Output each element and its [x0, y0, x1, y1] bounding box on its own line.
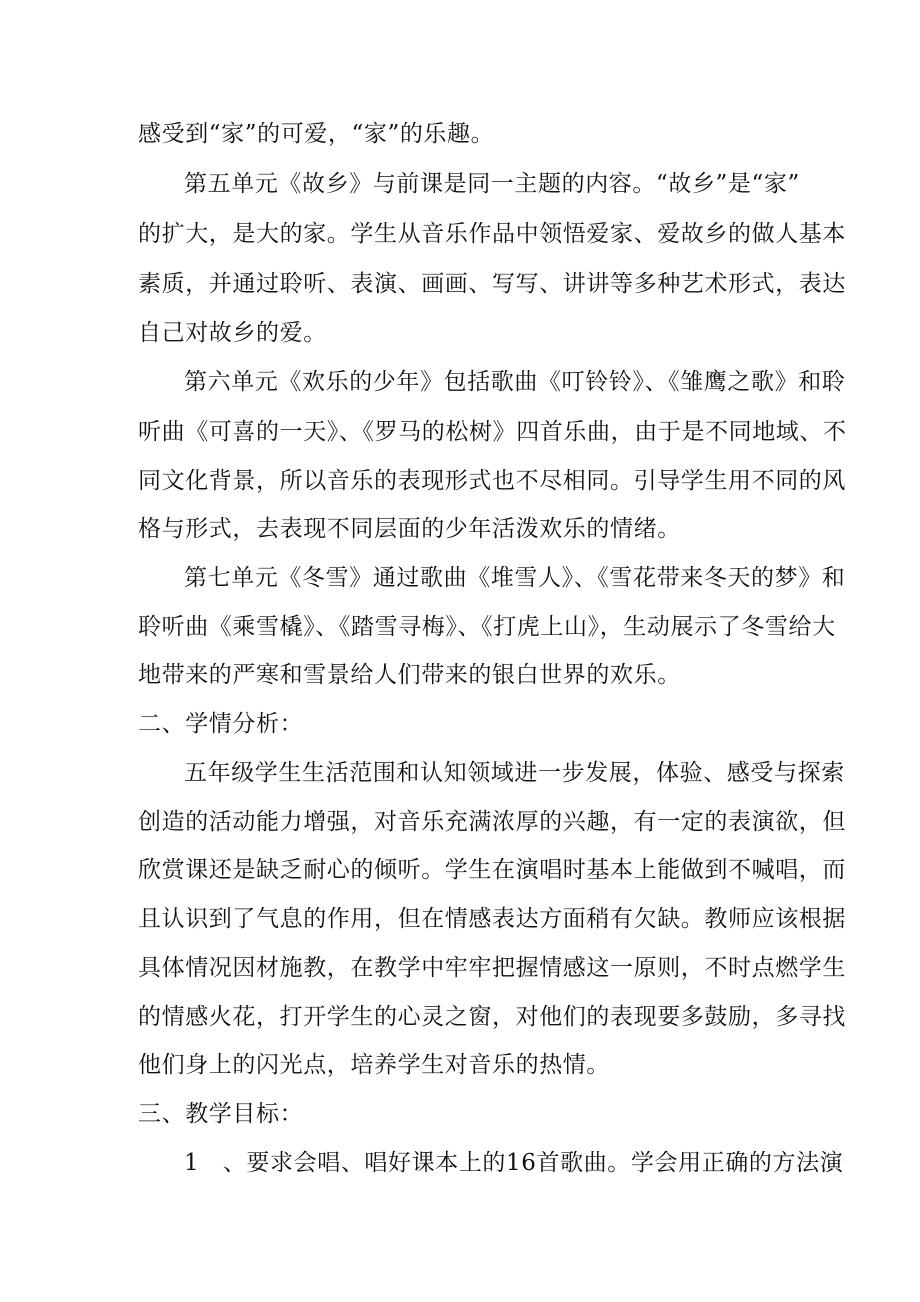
- text-line: 第七单元《冬雪》通过歌曲《堆雪人》、《雪花带来冬天的梦》和: [184, 565, 846, 591]
- text-line: 欣赏课还是缺乏耐心的倾听。学生在演唱时基本上能做到不喊唱，而: [138, 857, 846, 883]
- text-line: 地带来的严寒和雪景给人们带来的银白世界的欢乐。: [138, 662, 681, 688]
- section-heading: 二、学情分析：: [138, 711, 304, 737]
- text-line: 的扩大，是大的家。学生从音乐作品中领悟爱家、爱故乡的做人基本: [138, 221, 846, 247]
- text-line: 的情感火花，打开学生的心灵之窗，对他们的表现要多鼓励，多寻找: [138, 1004, 846, 1030]
- text-line: 第六单元《欢乐的少年》包括歌曲《叮铃铃》、《雏鹰之歌》和聆: [184, 369, 846, 395]
- text-line: 素质，并通过聆听、表演、画画、写写、讲讲等多种艺术形式，表达: [138, 271, 846, 297]
- text-line: 听曲《可喜的一天》、《罗马的松树》四首乐曲，由于是不同地域、不: [138, 419, 847, 445]
- text-line: 第五单元《故乡》与前课是同一主题的内容。“故乡”是“家”: [184, 171, 800, 197]
- text-line: 感受到“家”的可爱，“家”的乐趣。: [138, 121, 495, 147]
- text-line: 五年级学生生活范围和认知领域进一步发展，体验、感受与探索: [184, 760, 845, 786]
- text-line: 具体情况因材施教，在教学中牢牢把握情感这一原则，不时点燃学生: [138, 955, 846, 981]
- text-line: 同文化背景，所以音乐的表现形式也不尽相同。引导学生用不同的风: [138, 468, 846, 494]
- section-heading: 三、教学目标：: [138, 1101, 304, 1127]
- text-line: 自己对故乡的爱。: [138, 320, 327, 346]
- text-line: 格与形式，去表现不同层面的少年活泼欢乐的情绪。: [138, 516, 681, 542]
- text-line: 创造的活动能力增强，对音乐充满浓厚的兴趣，有一定的表演欲，但: [138, 809, 846, 835]
- text-line: 且认识到了气息的作用，但在情感表达方面稍有欠缺。教师应该根据: [138, 906, 846, 932]
- text-line: 他们身上的闪光点，培养学生对音乐的热情。: [138, 1052, 610, 1078]
- text-line: 聆听曲《乘雪橇》、《踏雪寻梅》、《打虎上山》，生动展示了冬雪给大: [138, 614, 836, 640]
- text-line: 1 、要求会唱、唱好课本上的16首歌曲。学会用正确的方法演: [184, 1150, 844, 1176]
